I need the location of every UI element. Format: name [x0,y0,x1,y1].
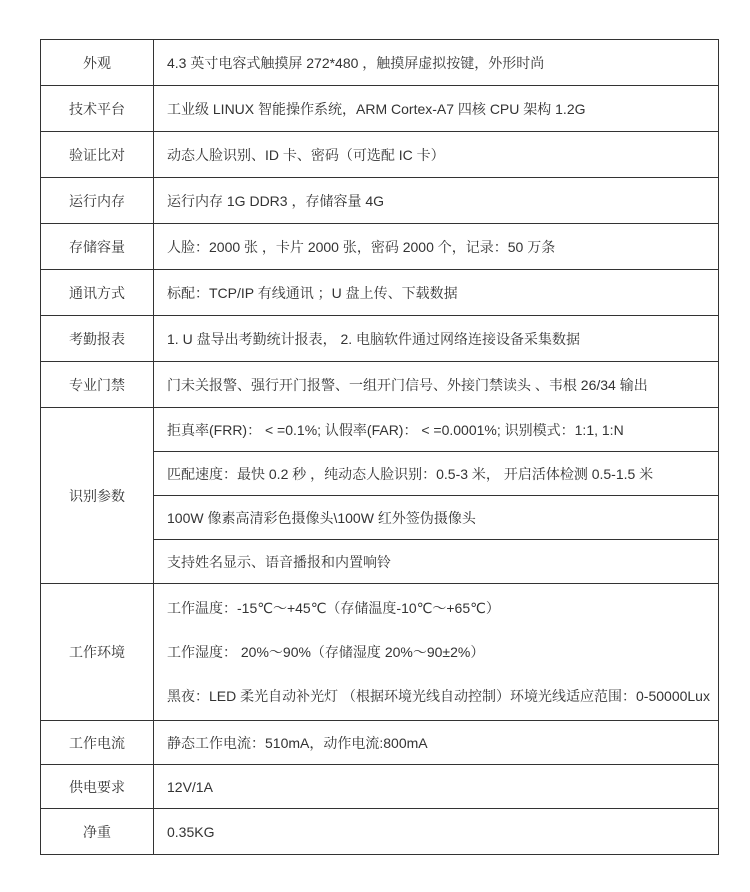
environment-night-light-line: 黑夜：LED 柔光自动补光灯 （根据环境光线自动控制）环境光线适应范围：0-50000Lux [167,688,710,704]
spec-table [40,39,719,855]
spec-label-current: 工作电流 [41,721,154,765]
environment-humidity-line: 工作湿度： 20%～90%（存储湿度 20%～90±2%） [167,644,485,660]
table-row-environment [41,584,719,721]
spec-value-attendance-report: 1. U 盘导出考勤统计报表， 2. 电脑软件通过网络连接设备采集数据 [154,316,719,362]
spec-label-platform: 技术平台 [41,86,154,132]
spec-value-access-control: 门未关报警、强行开门报警、一组开门信号、外接门禁读头 、韦根 26/34 输出 [154,362,719,408]
spec-label-power: 供电要求 [41,765,154,809]
spec-label-ram: 运行内存 [41,178,154,224]
spec-label-storage: 存储容量 [41,224,154,270]
spec-value-recognition-voice: 支持姓名显示、语音播报和内置响铃 [154,540,719,584]
spec-label-weight: 净重 [41,809,154,855]
table-row-current [41,721,719,765]
spec-label-attendance-report: 考勤报表 [41,316,154,362]
spec-label-verification: 验证比对 [41,132,154,178]
table-row-appearance [41,40,719,86]
spec-value-ram: 运行内存 1G DDR3 ，存储容量 4G [154,178,719,224]
spec-value-platform: 工业级 LINUX 智能操作系统，ARM Cortex-A7 四核 CPU 架构 1.2G [154,86,719,132]
spec-label-appearance: 外观 [41,40,154,86]
spec-label-recognition: 识别参数 [41,408,154,584]
spec-value-environment [154,584,719,721]
table-row-access-control [41,362,719,408]
table-row-verification [41,132,719,178]
spec-label-environment: 工作环境 [41,584,154,721]
table-row-communication [41,270,719,316]
spec-value-appearance: 4.3 英寸电容式触摸屏 272*480 ，触摸屏虚拟按键，外形时尚 [154,40,719,86]
spec-label-access-control: 专业门禁 [41,362,154,408]
table-row-platform [41,86,719,132]
spec-value-storage: 人脸：2000 张 ，卡片 2000 张，密码 2000 个，记录：50 万条 [154,224,719,270]
spec-value-weight: 0.35KG [154,809,719,855]
spec-label-communication: 通讯方式 [41,270,154,316]
table-row-storage [41,224,719,270]
spec-value-current: 静态工作电流：510mA，动作电流:800mA [154,721,719,765]
spec-value-power: 12V/1A [154,765,719,809]
spec-value-recognition-speed: 匹配速度：最快 0.2 秒 ，纯动态人脸识别：0.5-3 米， 开启活体检测 0.5-1.5 米 [154,452,719,496]
environment-temperature-line: 工作温度：-15℃～+45℃（存储温度-10℃～+65℃） [167,600,500,616]
table-row-attendance-report [41,316,719,362]
table-row-weight [41,809,719,855]
spec-value-recognition-frr-far: 拒真率(FRR)： < =0.1%; 认假率(FAR)： < =0.0001%; 识别模式：1:1, 1:N [154,408,719,452]
spec-value-communication: 标配：TCP/IP 有线通讯 ；U 盘上传、下载数据 [154,270,719,316]
spec-value-verification: 动态人脸识别、ID 卡、密码（可选配 IC 卡） [154,132,719,178]
table-row-ram [41,178,719,224]
spec-value-recognition-camera: 100W 像素高清彩色摄像头\100W 红外签伪摄像头 [154,496,719,540]
table-row-power [41,765,719,809]
table-row-recognition-1 [41,408,719,452]
